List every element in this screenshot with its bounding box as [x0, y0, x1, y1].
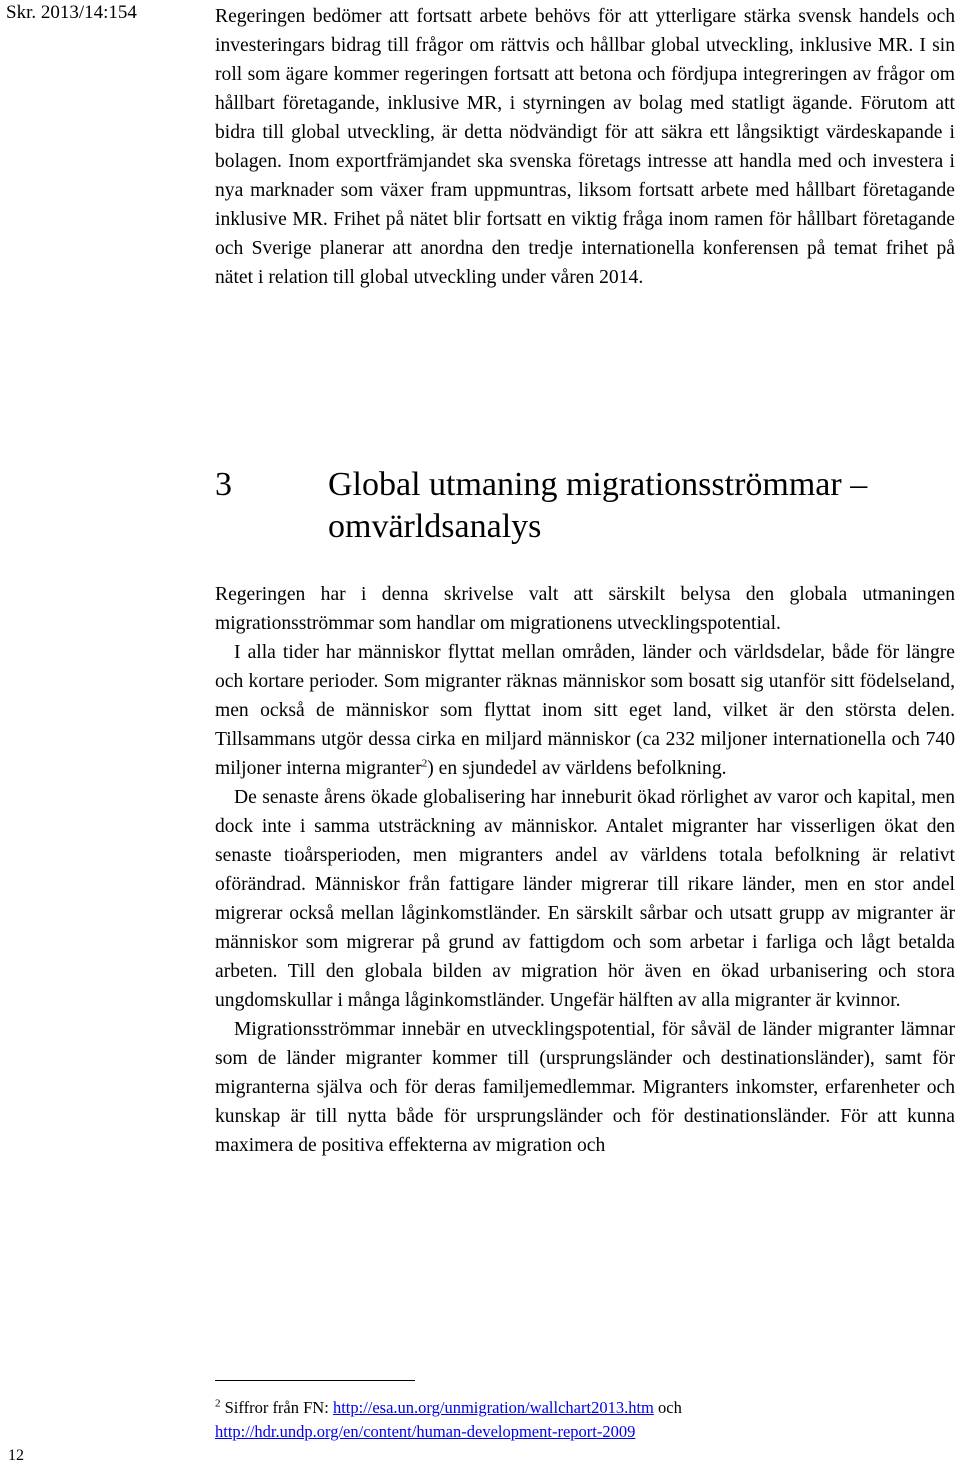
- footnote-text: Siffror från FN:: [224, 1398, 333, 1417]
- section-paragraph-3: De senaste årens ökade globalisering har inneburit ökad rörlighet av varor och kapital, men dock inte i samma utsträckning av människor. Antalet migranter har visserligen ökat den senaste tioårsperioden, men migranters andel av världens totala befolkning är relativt oförändrad. Människor från fattigare länder migrerar till rikare länder, men en stor andel migrerar också mellan låginkomstländer. En särskilt sårbar och utsatt grupp av migranter är människor som migrerar på grund av fattigdom och som arbetar i farliga och lågt betalda arbeten. Till den globala bilden av migration hör även en ökad urbanisering och stora ungdomskullar i många låginkomstländer. Ungefär hälften av alla migranter är kvinnor.: [215, 787, 955, 1011]
- footnote-link-undp[interactable]: http://hdr.undp.org/en/content/human-development-report-2009: [215, 1422, 636, 1441]
- page-number: 12: [8, 1447, 24, 1464]
- document-reference: Skr. 2013/14:154: [6, 2, 137, 23]
- footnote-connector: och: [653, 1398, 682, 1417]
- section-paragraph-1: Regeringen har i denna skrivelse valt att särskilt belysa den globala utmaningen migrationsströmmar som handlar om migrationens utvecklingspotential.: [215, 584, 955, 634]
- section-paragraph-4: Migrationsströmmar innebär en utvecklingspotential, för såväl de länder migranter lämnar som de länder migranter kommer till (ursprungsländer och destinationsländer), samt för migranterna själva och för deras familjemedlemmar. Migranters inkomster, erfarenheter och kunskap är till nytta både för ursprungsländer och för destinationsländer. För att kunna maximera de positiva effekterna av migration och: [215, 1019, 955, 1156]
- section-body: [215, 580, 955, 1160]
- intro-paragraph: Regeringen bedömer att fortsatt arbete behövs för att ytterligare stärka svensk handels och investeringars bidrag till frågor om rättvis och hållbar global utveckling, inklusive MR. I sin roll som ägare kommer regeringen fortsatt att betona och fördjupa integreringen av frågor om hållbart företagande, inklusive MR, i styrningen av bolag med statligt ägande. Förutom att bidra till global utveckling, är detta nödvändigt för att säkra ett långsiktigt värdeskapande i bolagen. Inom exportfrämjandet ska svenska företags intresse att handla med och investera i nya marknader som växer fram uppmuntras, liksom fortsatt arbete med hållbart företagande inklusive MR. Frihet på nätet blir fortsatt en viktig fråga inom ramen för hållbart företagande och Sverige planerar att anordna den tredje internationella konferensen på temat frihet på nätet i relation till global utveckling under våren 2014.: [215, 6, 955, 288]
- footnote-reference[interactable]: 2: [421, 757, 428, 770]
- footnote: [215, 1396, 955, 1444]
- paragraph-2-text-end: ) en sjundedel av världens befolkning.: [427, 758, 727, 779]
- footnote-link-un[interactable]: http://esa.un.org/unmigration/wallchart2013.htm: [332, 1398, 654, 1417]
- paragraph-2-text-start: I alla tider har människor flyttat mellan områden, länder och världsdelar, både för längre och kortare perioder. Som migranter räknas människor som bosatt sig utanför sitt födelseland, men också de människor som flyttat inom sitt eget land, vilket är den största delen. Tillsammans utgör dessa cirka en miljard människor (ca 232 miljoner internationella och 740 miljoner interna migranter: [215, 642, 955, 779]
- section-heading: [215, 464, 955, 548]
- section-paragraph-2: [215, 638, 955, 783]
- section-title: Global utmaning migrationsströmmar – omvärldsanalys: [328, 466, 868, 545]
- footnote-marker: 2: [215, 1397, 221, 1410]
- section-number: 3: [215, 466, 232, 503]
- footnote-separator: [215, 1380, 415, 1381]
